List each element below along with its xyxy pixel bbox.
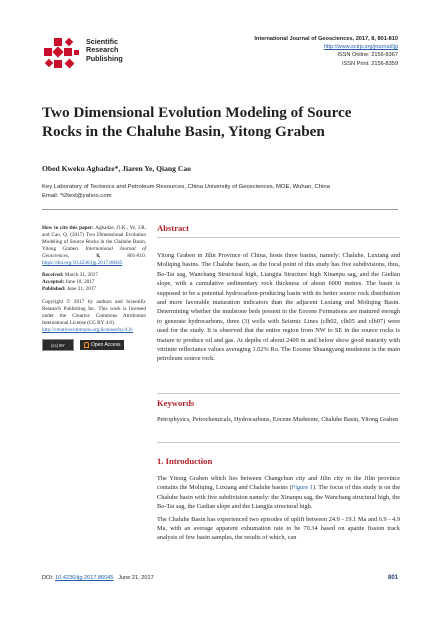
introduction-heading: 1. Introduction	[157, 456, 213, 466]
journal-citation: International Journal of Geosciences, 2017, 8, 801-810	[254, 36, 398, 42]
intro-paragraph-1: The Yitong Graben which lies between Changchun city and Jilin city in the Jilin province contains the Moliqing, Luxiang and Chaluhe basins (Figure 1). The focus of this study is on the Chaluhe basin with five subdivision namely: the Xinanpu sag, the Wanchang structural high, the Bo-Tai sag, the Gudian slope and the Liangjia structural high.	[157, 475, 400, 511]
introduction-text	[157, 474, 400, 546]
page-number: 801	[387, 575, 398, 581]
cc-by-badge[interactable]: (cc) BY	[42, 339, 74, 351]
intro-paragraph-2: The Chaluhe Basin has experienced two episodes of uplift between 24.9 - 19.1 Ma and 6.9 - 4.9 Ma, with an average apparent exhumation rate to be 70.34 based on apatite fission track analysis of few basin samples, the results of which, can	[157, 515, 400, 542]
article-authors: Obed Kweku Agbadze*, Jiaren Ye, Qiang Cao	[42, 164, 191, 173]
header-divider	[42, 209, 398, 210]
publisher-logo	[42, 34, 82, 74]
issn-online: ISSN Online: 2156-8367	[337, 52, 398, 59]
citation-block: How to cite this paper: Agbadze, O.K., Ye, J.R. and Cao, Q. (2017) Two Dimensional Evolution Modeling of Source Rocks in the Chaluhe Basin, Yitong Graben. International Journal of Geosciences, 8, 801-810. https://doi.org/10.4236/ijg.2017.86045	[42, 225, 146, 266]
sidebar	[42, 225, 146, 351]
open-access-badge: Open Access	[80, 340, 124, 350]
dates-block: Received: March 31, 2017 Accepted: June 18, 2017 Published: June 21, 2017	[42, 272, 98, 292]
copyright-block: Copyright © 2017 by authors and Scientific Research Publishing Inc. This work is licensed under the Creative Commons Attribution International License (CC BY 4.0). http://creativecommons.org/licenses/by/4.0/	[42, 299, 146, 333]
figure-1-link[interactable]: Figure 1	[291, 484, 314, 492]
abstract-heading: Abstract	[157, 223, 189, 233]
abstract-text: Yitong Graben in Jilin Province of China, hosts three basins, namely: Chaluhe, Luxiang and Moliqing basins. The Chaluhe basin, as the focal point of this study has five subdivisions, thus, Bo-Tai sag, Wanchang Structural high, Liangjia Structure high Xinanpu sag, and the Gudian slope, with a cumulative sedimentary rock thickness of about 6000 metres. The basin is supposed to be a potential hydrocarbon-producing basin with its better source rock distribution and more favorable maturation indicators than the adjacent Luxiang and Moliqing Basin. Determining whether the mudstone beds present in the Eocene Formations are matured enough to generate hydrocarbons, three (3) wells with Seismic Lines (clh02, clh05 and clh07) were used for the study. It is observed that the entire region from NW to SE in the source rocks is mature to produce oil and gas. At depths of about 2400 m and below show good maturity with vitrinite reflectance values averaging 1.02% Ro. The Eocene Shuangyang mudstone is the main petroleum source rock.	[157, 252, 400, 363]
license-link[interactable]: http://creativecommons.org/licenses/by/4.0/	[42, 327, 133, 333]
footer-date: June 21, 2017	[118, 575, 154, 581]
keywords-divider-bottom	[157, 442, 400, 443]
journal-url-link[interactable]: http://www.scirp.org/journal/ijg	[323, 44, 398, 51]
footer-doi-link[interactable]: 10.4236/ijg.2017.86045	[55, 575, 114, 581]
abstract-divider	[157, 237, 400, 238]
citation-doi-link[interactable]: https://doi.org/10.4236/ijg.2017.86045	[42, 260, 123, 266]
keywords-heading: Keywords	[157, 398, 195, 408]
footer-doi: DOI: 10.4236/ijg.2017.86045 June 21, 2017	[42, 575, 154, 581]
publisher-name: Scientific Research Publishing	[86, 37, 123, 63]
author-email: Email: *t2text@yahoo.com	[42, 192, 112, 199]
open-lock-icon	[84, 342, 89, 348]
article-title: Two Dimensional Evolution Modeling of Source Rocks in the Chaluhe Basin, Yitong Graben	[42, 104, 352, 140]
journal-info	[254, 35, 398, 68]
keywords-text: Petrophysics, Petrochemicals, Hydrocarbons, Eocene Mudstone, Chaluhe Basin, Yitong Graben	[157, 416, 399, 423]
issn-print: ISSN Print: 2156-8359	[342, 60, 398, 67]
article-affiliation: Key Laboratory of Tectonics and Petroleum Resources, China University of Geosciences, MOE, Wuhan, China Email: *t2text@yahoo.com	[42, 183, 402, 200]
keywords-divider-top	[157, 393, 400, 394]
